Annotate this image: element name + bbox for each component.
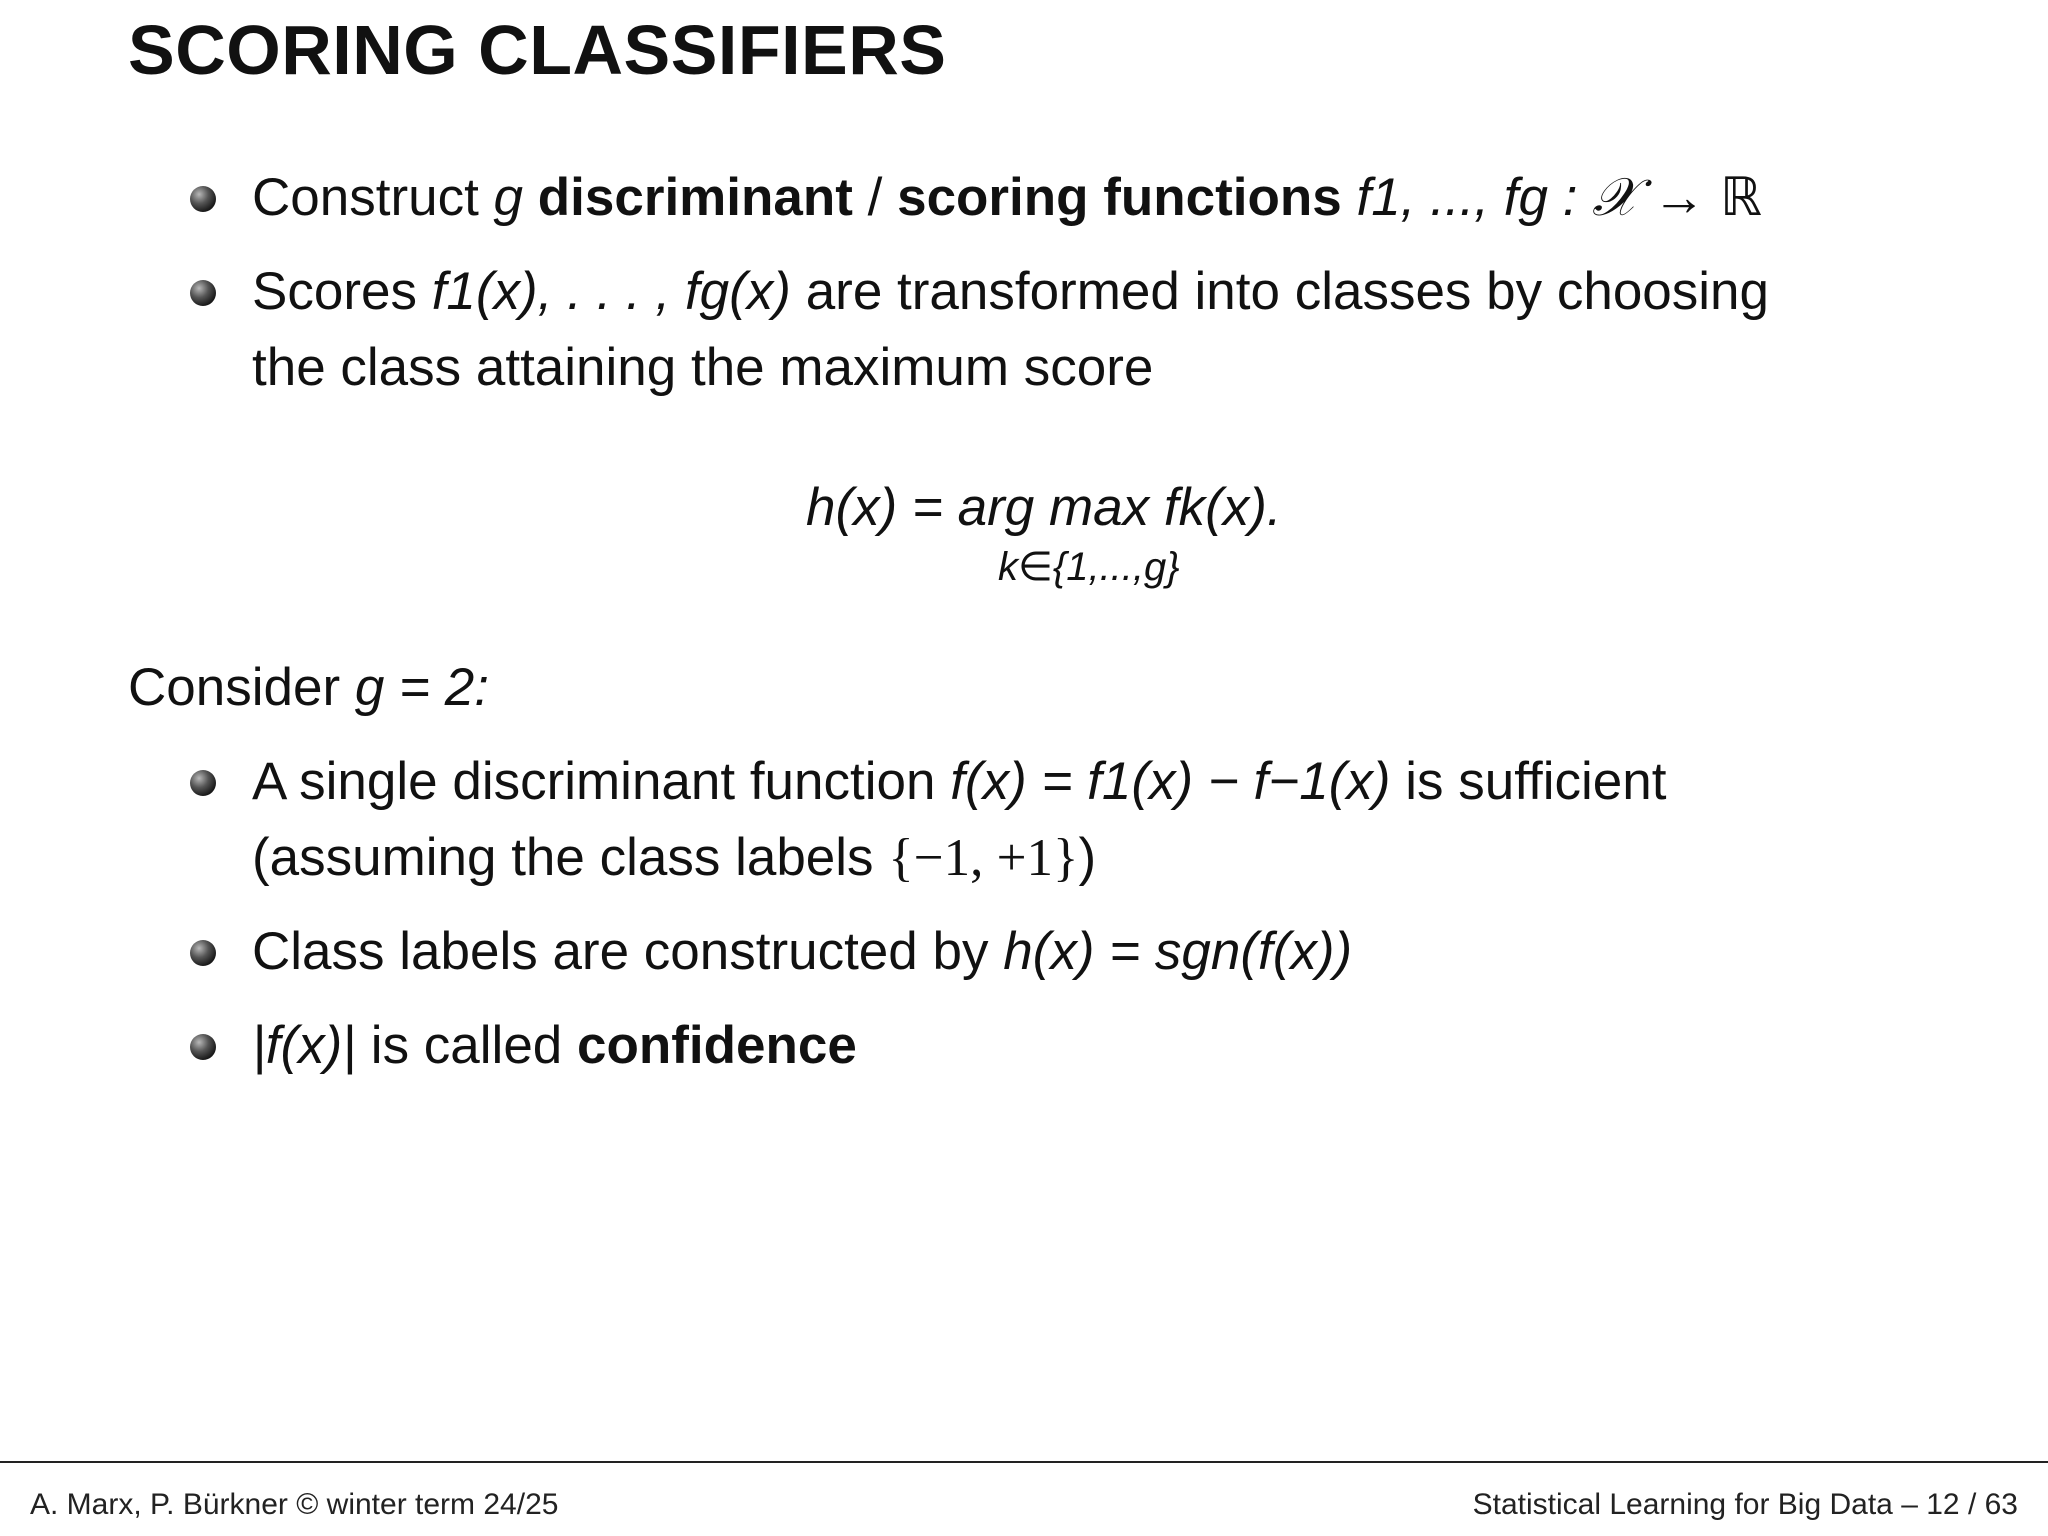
bullet-text: A single discriminant function bbox=[252, 752, 936, 811]
footer-authors bbox=[30, 1487, 558, 1523]
bullet-text: are transformed into classes by choosing bbox=[805, 262, 1770, 321]
argmax-equation bbox=[806, 470, 1282, 546]
bullet-scores-line2: the class attaining the maximum score bbox=[252, 338, 1154, 397]
math-class-labels: {−1, +1} bbox=[888, 829, 1079, 887]
argmax-subscript: k∈{1,...,g} bbox=[998, 545, 1180, 589]
math-scores: f1(x), . . . , fg(x) bbox=[431, 262, 791, 321]
bullet-text: is sufficient bbox=[1405, 752, 1667, 811]
separator: / bbox=[867, 168, 883, 227]
term-scoring-functions: scoring functions bbox=[897, 168, 1342, 227]
term-confidence: confidence bbox=[577, 1016, 857, 1075]
bullet-single-discriminant-line2 bbox=[252, 820, 1096, 896]
bullet-single-discriminant bbox=[252, 744, 1666, 820]
copyright-icon: © bbox=[296, 1488, 319, 1521]
math-function-signature: f1, ..., fg : 𝒳 → ℝ bbox=[1356, 168, 1763, 227]
consider-line bbox=[128, 650, 489, 726]
footer-course: Statistical Learning for Big Data bbox=[1472, 1488, 1893, 1521]
footer-term: winter term 24/25 bbox=[326, 1488, 559, 1521]
term-discriminant: discriminant bbox=[537, 168, 853, 227]
math-g-equals-2: g = 2: bbox=[354, 658, 489, 717]
footer-course-info bbox=[1473, 1487, 2018, 1523]
math-abs-f: |f(x)| bbox=[252, 1016, 357, 1075]
bullet-confidence bbox=[252, 1008, 857, 1084]
footer-authors-names: A. Marx, P. Bürkner bbox=[30, 1488, 288, 1521]
math-discriminant-difference: f(x) = f1(x) − f−1(x) bbox=[950, 752, 1391, 811]
bullet-text: Scores bbox=[252, 262, 417, 321]
bullet-text: Construct bbox=[252, 168, 479, 227]
bullet-class-labels bbox=[252, 914, 1352, 990]
footer-divider bbox=[0, 1461, 2048, 1463]
slide-title: SCORING CLASSIFIERS bbox=[128, 11, 947, 89]
bullet-marker bbox=[190, 940, 216, 966]
bullet-text: (assuming the class labels bbox=[252, 828, 874, 887]
page-number: 12 / 63 bbox=[1926, 1488, 2018, 1521]
bullet-marker bbox=[190, 1034, 216, 1060]
bullet-marker bbox=[190, 770, 216, 796]
math-g: g bbox=[493, 168, 524, 227]
bullet-scores bbox=[252, 254, 1769, 330]
bullet-marker bbox=[190, 280, 216, 306]
consider-text: Consider bbox=[128, 658, 341, 717]
math-sgn: h(x) = sgn(f(x)) bbox=[1003, 922, 1353, 981]
closing-paren: ) bbox=[1078, 828, 1097, 887]
bullet-text: Class labels are constructed by bbox=[252, 922, 989, 981]
bullet-marker bbox=[190, 186, 216, 212]
bullet-text: is called bbox=[370, 1016, 563, 1075]
math-argmax: h(x) = arg max fk(x). bbox=[806, 478, 1282, 537]
bullet-scoring-functions bbox=[252, 160, 1762, 236]
footer-dash: – bbox=[1901, 1488, 1918, 1521]
